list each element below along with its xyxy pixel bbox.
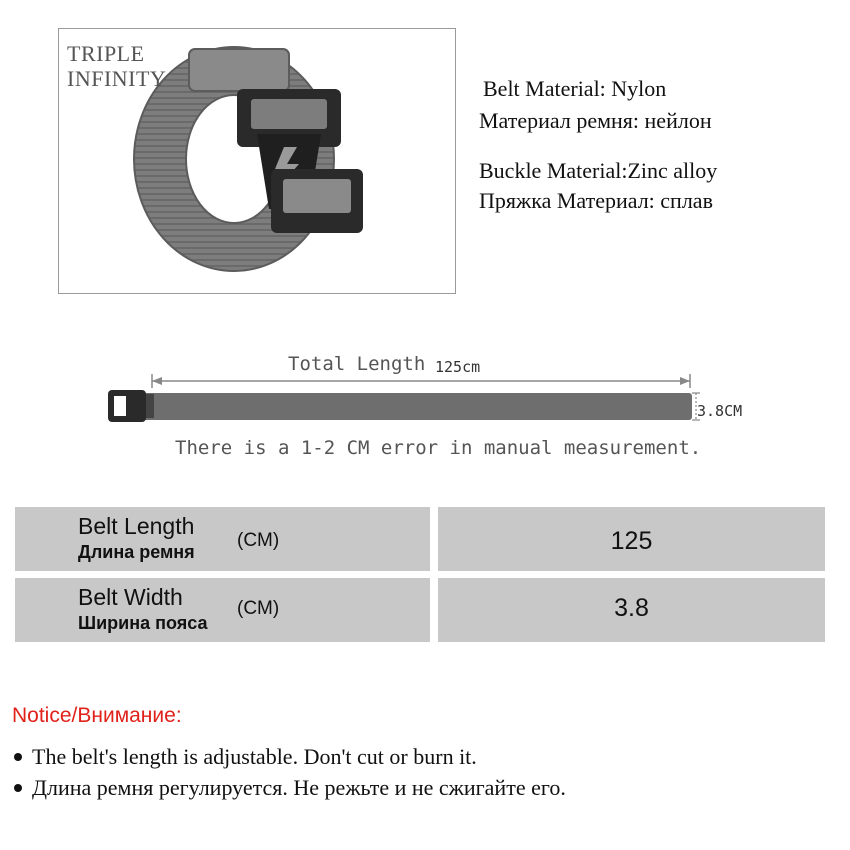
spec-width-label-ru: Ширина пояса xyxy=(78,613,208,633)
belt-width-value: 3.8CM xyxy=(697,402,743,420)
spec-width-value: 3.8 xyxy=(614,594,649,622)
total-length-label: Total Length xyxy=(288,353,426,375)
brand-watermark xyxy=(67,41,166,91)
notice-title: Notice/Внимание: xyxy=(12,704,182,727)
brand-line-2: INFINITY xyxy=(67,66,167,91)
spec-length-unit: (CM) xyxy=(237,530,280,551)
spec-length-value: 125 xyxy=(610,527,653,555)
measurement-error-note: There is a 1-2 CM error in manual measurement. xyxy=(175,437,702,459)
buckle-shape xyxy=(108,390,146,422)
buckle-material-en: Buckle Material:Zinc alloy xyxy=(479,158,718,183)
product-photo-frame xyxy=(58,28,456,294)
belt-strap xyxy=(142,393,692,420)
belt-material-ru: Материал ремня: нейлон xyxy=(479,108,712,133)
spec-width-label-en: Belt Width xyxy=(78,584,183,610)
notice-item-text: The belt's length is adjustable. Don't cut or burn it. xyxy=(32,744,477,769)
spec-width-unit: (CM) xyxy=(237,598,280,619)
spec-length-label-en: Belt Length xyxy=(78,513,195,539)
spec-length-label-ru: Длина ремня xyxy=(78,542,195,562)
notice-item-text: Длина ремня регулируется. Не режьте и не сжигайте его. xyxy=(32,775,566,800)
total-length-value: 125cm xyxy=(435,358,481,376)
brand-line-1: TRIPLE xyxy=(67,41,145,66)
bullet-icon xyxy=(14,784,22,792)
notice-item xyxy=(12,775,566,801)
notice-item xyxy=(12,744,477,770)
bullet-icon xyxy=(14,753,22,761)
buckle-material-ru: Пряжка Материал: сплав xyxy=(479,188,713,213)
belt-material-en: Belt Material: Nylon xyxy=(483,76,667,101)
